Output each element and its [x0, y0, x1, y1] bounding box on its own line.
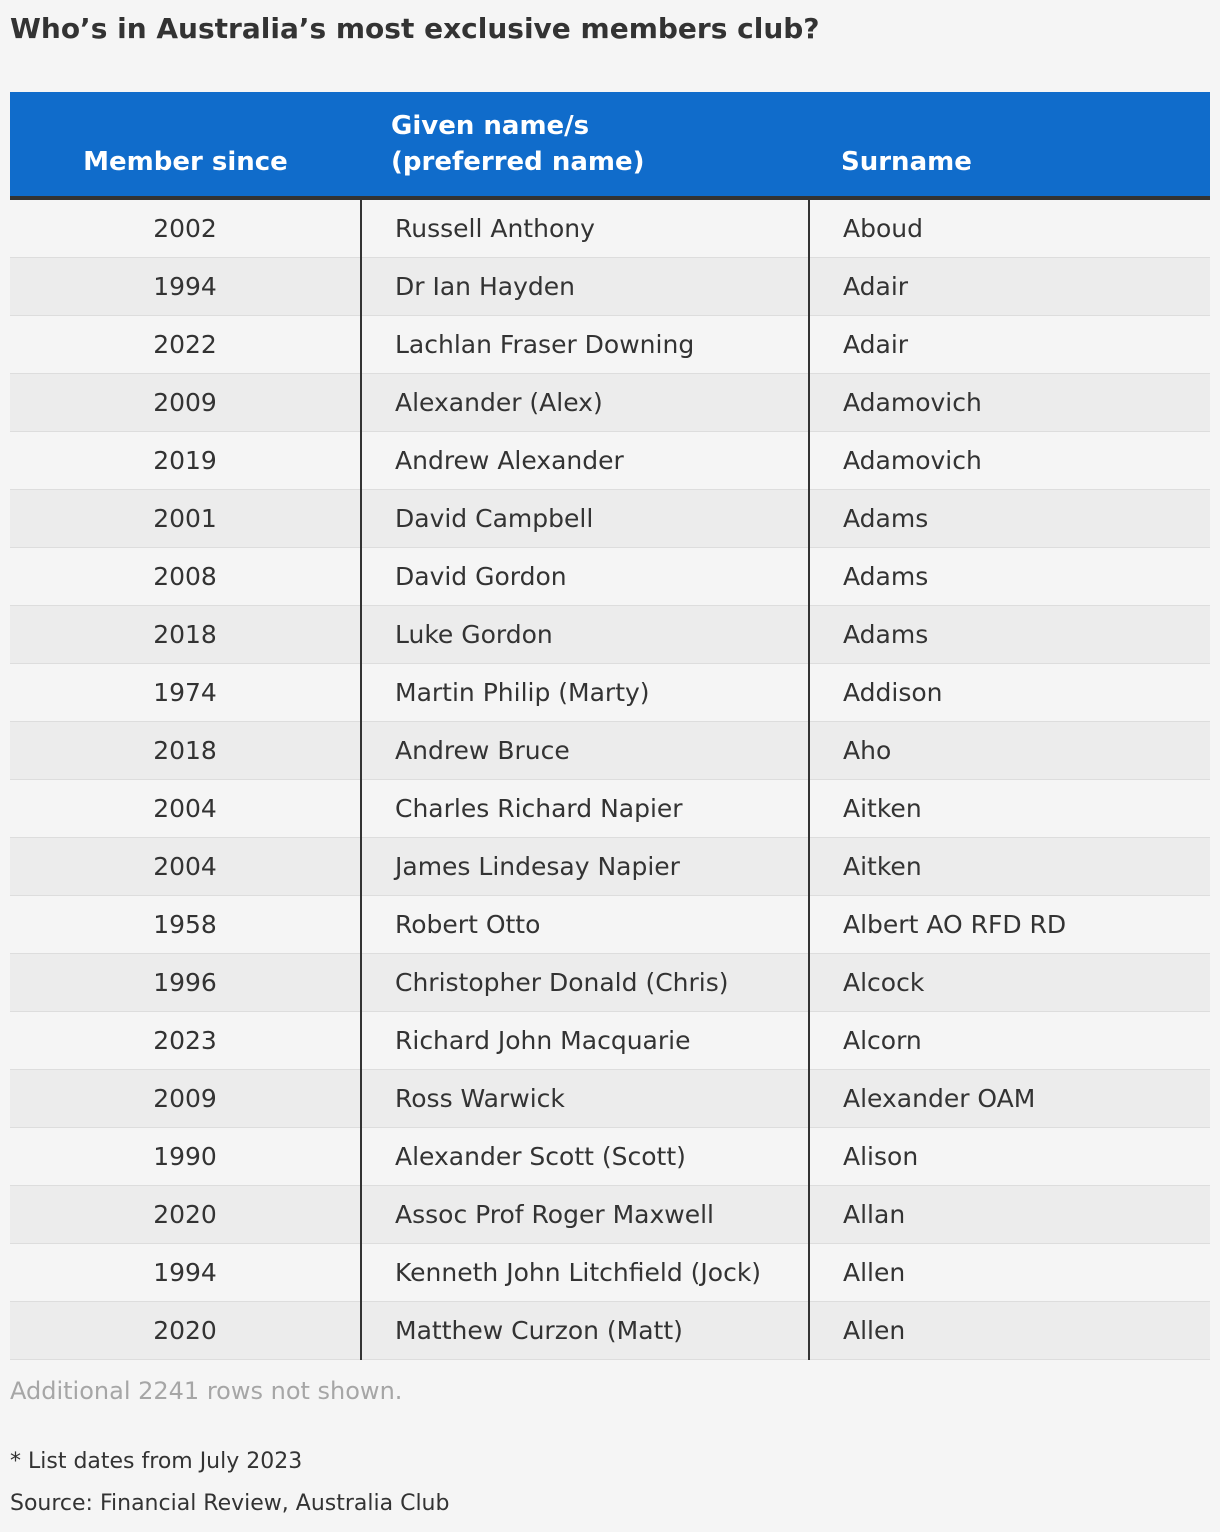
table-row	[10, 490, 1210, 548]
cell-given-names: Kenneth John Litchfield (Jock)	[361, 1244, 809, 1302]
cell-surname: Aho	[809, 722, 1210, 780]
cell-member-since: 2018	[10, 606, 361, 664]
cell-member-since: 1990	[10, 1128, 361, 1186]
cell-surname: Albert AO RFD RD	[809, 896, 1210, 954]
cell-member-since: 1994	[10, 258, 361, 316]
cell-member-since: 2008	[10, 548, 361, 606]
cell-surname: Adair	[809, 258, 1210, 316]
cell-surname: Aitken	[809, 780, 1210, 838]
table-row	[10, 896, 1210, 954]
table-row	[10, 954, 1210, 1012]
cell-surname: Addison	[809, 664, 1210, 722]
cell-given-names: David Gordon	[361, 548, 809, 606]
table-row	[10, 664, 1210, 722]
cell-given-names: Richard John Macquarie	[361, 1012, 809, 1070]
cell-given-names: Ross Warwick	[361, 1070, 809, 1128]
table-row	[10, 838, 1210, 896]
cell-given-names: Alexander Scott (Scott)	[361, 1128, 809, 1186]
cell-member-since: 2001	[10, 490, 361, 548]
column-header-line: Surname	[841, 147, 972, 177]
table-header-row	[10, 92, 1210, 198]
table-row	[10, 1128, 1210, 1186]
cell-surname: Alcorn	[809, 1012, 1210, 1070]
cell-given-names: Robert Otto	[361, 896, 809, 954]
more-rows-note: Additional 2241 rows not shown.	[10, 1377, 403, 1405]
cell-member-since: 1996	[10, 954, 361, 1012]
cell-surname: Alison	[809, 1128, 1210, 1186]
cell-surname: Aitken	[809, 838, 1210, 896]
cell-member-since: 1958	[10, 896, 361, 954]
cell-surname: Adams	[809, 490, 1210, 548]
cell-surname: Allen	[809, 1302, 1210, 1360]
members-table	[10, 92, 1210, 1360]
table-row	[10, 1302, 1210, 1360]
table-row	[10, 374, 1210, 432]
cell-given-names: Matthew Curzon (Matt)	[361, 1302, 809, 1360]
source-note: Source: Financial Review, Australia Club	[10, 1491, 450, 1516]
table-row	[10, 258, 1210, 316]
table-row	[10, 780, 1210, 838]
table-row	[10, 548, 1210, 606]
chart-title: Who’s in Australia’s most exclusive members club?	[10, 12, 820, 45]
footnote: * List dates from July 2023	[10, 1449, 303, 1474]
cell-surname: Alcock	[809, 954, 1210, 1012]
cell-member-since: 2002	[10, 198, 361, 258]
cell-surname: Alexander OAM	[809, 1070, 1210, 1128]
cell-member-since: 2018	[10, 722, 361, 780]
table-body	[10, 198, 1210, 1360]
table-row	[10, 316, 1210, 374]
column-header-surname	[809, 92, 1210, 198]
cell-given-names: Luke Gordon	[361, 606, 809, 664]
cell-member-since: 2022	[10, 316, 361, 374]
table-row	[10, 722, 1210, 780]
column-header-member-since	[10, 92, 361, 198]
cell-member-since: 2004	[10, 838, 361, 896]
cell-given-names: David Campbell	[361, 490, 809, 548]
cell-given-names: Alexander (Alex)	[361, 374, 809, 432]
cell-surname: Adamovich	[809, 374, 1210, 432]
cell-given-names: Christopher Donald (Chris)	[361, 954, 809, 1012]
table-row	[10, 606, 1210, 664]
cell-given-names: Charles Richard Napier	[361, 780, 809, 838]
column-header-given-names	[361, 92, 809, 198]
cell-surname: Aboud	[809, 198, 1210, 258]
column-header-line: (preferred name)	[391, 147, 645, 177]
table-row	[10, 432, 1210, 490]
cell-member-since: 2023	[10, 1012, 361, 1070]
cell-member-since: 1994	[10, 1244, 361, 1302]
cell-member-since: 2020	[10, 1186, 361, 1244]
cell-given-names: Lachlan Fraser Downing	[361, 316, 809, 374]
cell-member-since: 2020	[10, 1302, 361, 1360]
cell-surname: Allen	[809, 1244, 1210, 1302]
cell-given-names: Dr Ian Hayden	[361, 258, 809, 316]
cell-surname: Adair	[809, 316, 1210, 374]
cell-member-since: 1974	[10, 664, 361, 722]
cell-given-names: Andrew Bruce	[361, 722, 809, 780]
cell-given-names: Martin Philip (Marty)	[361, 664, 809, 722]
cell-given-names: Russell Anthony	[361, 198, 809, 258]
cell-surname: Adams	[809, 548, 1210, 606]
table-row	[10, 1070, 1210, 1128]
column-header-line: Given name/s	[391, 111, 590, 141]
cell-member-since: 2019	[10, 432, 361, 490]
cell-surname: Adamovich	[809, 432, 1210, 490]
table-row	[10, 1012, 1210, 1070]
cell-surname: Allan	[809, 1186, 1210, 1244]
cell-given-names: James Lindesay Napier	[361, 838, 809, 896]
cell-surname: Adams	[809, 606, 1210, 664]
cell-given-names: Andrew Alexander	[361, 432, 809, 490]
table-row	[10, 198, 1210, 258]
column-header-line: Member since	[83, 147, 288, 177]
table-row	[10, 1186, 1210, 1244]
cell-member-since: 2009	[10, 1070, 361, 1128]
cell-member-since: 2004	[10, 780, 361, 838]
cell-member-since: 2009	[10, 374, 361, 432]
cell-given-names: Assoc Prof Roger Maxwell	[361, 1186, 809, 1244]
table-row	[10, 1244, 1210, 1302]
